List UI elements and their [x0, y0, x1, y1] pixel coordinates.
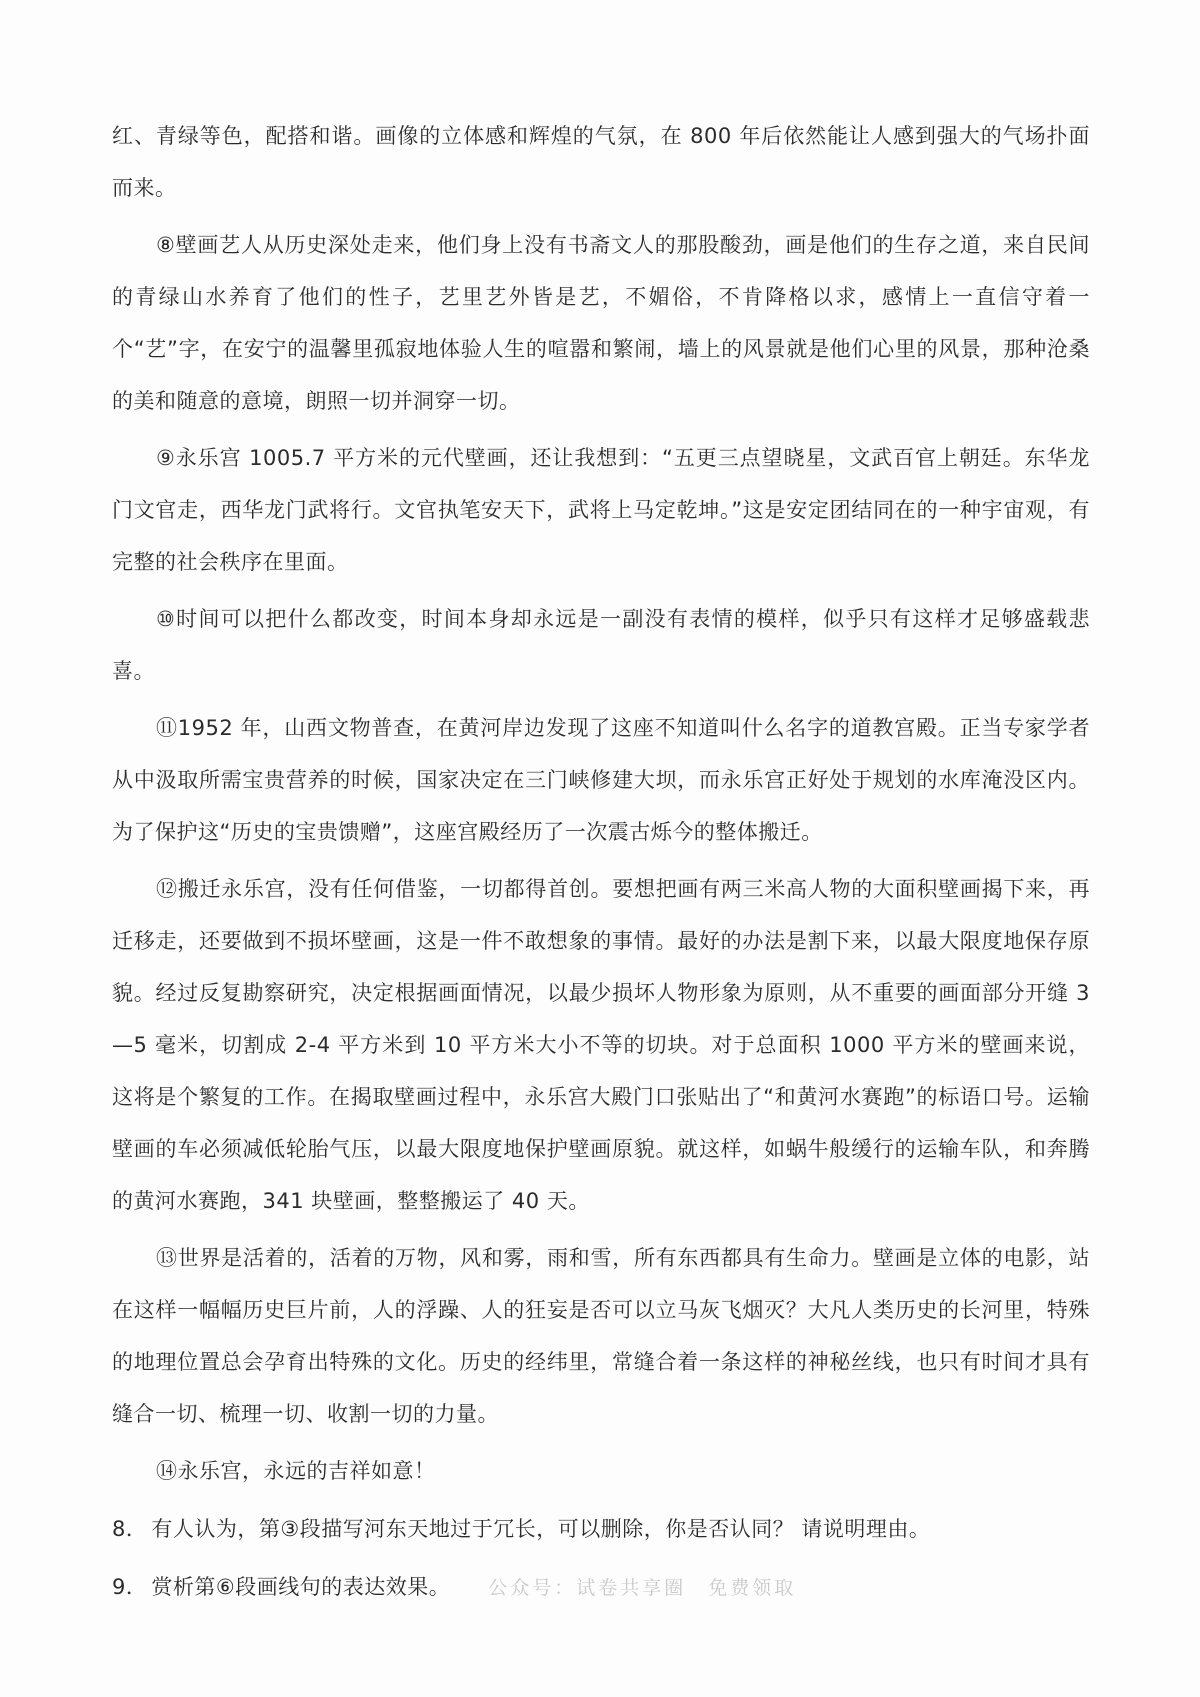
- passage-paragraph-7-continuation: 红、青绿等色，配搭和谐。画像的立体感和辉煌的气氛，在 800 年后依然能让人感到强大的气场扑面而来。: [112, 124, 1090, 200]
- question-8-number: 8．: [112, 1517, 148, 1541]
- passage-paragraph-8: ⑧壁画艺人从历史深处走来，他们身上没有书斋文人的那股酸劲，画是他们的生存之道，来自民间的青绿山水养育了他们的性子，艺里艺外皆是艺，不媚俗，不肯降格以求，感情上一直信守着一个“艺”字，在安宁的温馨里孤寂地体验人生的喧嚣和繁闹，墙上的风景就是他们心里的风景，那种沧桑的美和随意的意境，朗照一切并洞穿一切。: [112, 233, 1090, 413]
- passage-paragraph-11: ⑪1952 年，山西文物普查，在黄河岸边发现了这座不知道叫什么名字的道教宫殿。正当专家学者从中汲取所需宝贵营养的时候，国家决定在三门峡修建大坝，而永乐宫正好处于规划的水库淹没区内。为了保护这“历史的宝贵馈赠”，这座宫殿经历了一次震古烁今的整体搬迁。: [112, 716, 1090, 844]
- question-8-text: 有人认为，第③段描写河东天地过于冗长，可以删除，你是否认同？ 请说明理由。: [151, 1517, 931, 1541]
- publisher-watermark: 公众号：试卷共享圈 免费领取: [488, 1577, 797, 1599]
- passage-paragraph-12: ⑫搬迁永乐宫，没有任何借鉴，一切都得首创。要想把画有两三米高人物的大面积壁画揭下来，再迁移走，还要做到不损坏壁画，这是一件不敢想象的事情。最好的办法是割下来，以最大限度地保存原貌。经过反复勘察研究，决定根据画面情况，以最少损坏人物形象为原则，从不重要的画面部分开缝 3—5 毫米，切割成 2-4 平方米到 10 平方米大小不等的切块。对于总面积 1000 平方米的壁画来说，这将是个繁复的工作。在揭取壁画过程中，永乐宫大殿门口张贴出了“和黄河水赛跑”的标语口号。运输壁画的车必须减低轮胎气压，以最大限度地保护壁画原貌。就这样，如蜗牛般缓行的运输车队，和奔腾的黄河水赛跑，341 块壁画，整整搬运了 40 天。: [112, 877, 1090, 1213]
- question-9: [112, 1561, 1090, 1614]
- question-8: [112, 1503, 1090, 1555]
- passage-paragraph-14: ⑭永乐宫，永远的吉祥如意！: [156, 1459, 436, 1483]
- passage-paragraph-10: ⑩时间可以把什么都改变，时间本身却永远是一副没有表情的模样，似乎只有这样才足够盛载悲喜。: [112, 607, 1090, 683]
- passage-paragraph-13: ⑬世界是活着的，活着的万物，风和雾，雨和雪，所有东西都具有生命力。壁画是立体的电影，站在这样一幅幅历史巨片前，人的浮躁、人的狂妄是否可以立马灰飞烟灭？大凡人类历史的长河里，特殊的地理位置总会孕育出特殊的文化。历史的经纬里，常缝合着一条这样的神秘丝线，也只有时间才具有缝合一切、梳理一切、收割一切的力量。: [112, 1246, 1090, 1426]
- question-9-text: 赏析第⑥段画线句的表达效果。: [151, 1575, 451, 1599]
- passage-paragraph-9: ⑨永乐宫 1005.7 平方米的元代壁画，还让我想到：“五更三点望晓星，文武百官上朝廷。东华龙门文官走，西华龙门武将行。文官执笔安天下，武将上马定乾坤。”这是安定团结同在的一种宇宙观，有完整的社会秩序在里面。: [112, 446, 1090, 574]
- question-9-number: 9．: [112, 1575, 148, 1599]
